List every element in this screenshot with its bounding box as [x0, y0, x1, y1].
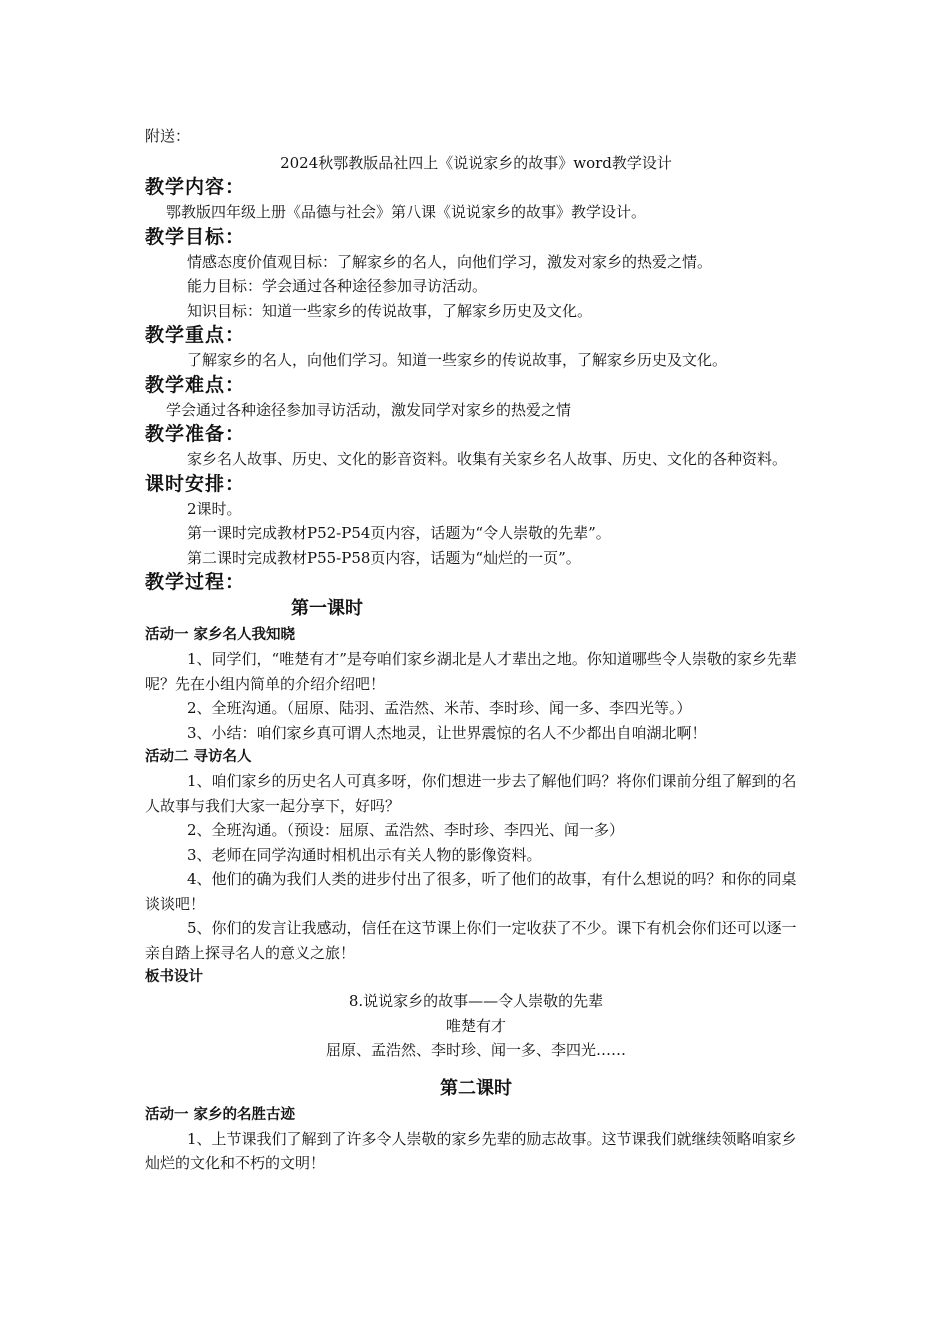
- schedule-lesson-1: 第一课时完成教材P52-P54页内容，话题为“令人崇敬的先辈”。: [187, 524, 611, 542]
- board-line-2: 唯楚有才: [445, 1016, 506, 1035]
- activity-3-step-1: 1、上节课我们了解到了许多令人崇敬的家乡先辈的励志故事。这节课我们就继续领略咱家乡灿烂的文化和不朽的文明！: [145, 1129, 797, 1172]
- heading-teaching-goals: 教学目标：: [145, 225, 246, 248]
- activity-3-title: 活动一 家乡的名胜古迹: [145, 1106, 296, 1123]
- schedule-count: 2课时。: [187, 499, 242, 518]
- activity-2-step-3: 3、老师在同学沟通时相机出示有关人物的影像资料。: [187, 845, 542, 864]
- prefix-label: 附送：: [145, 127, 191, 145]
- activity-2-step-1: 1、咱们家乡的历史名人可真多呀，你们想进一步去了解他们吗？将你们课前分组了解到的名人故事与我们大家一起分享下，好吗？: [145, 772, 797, 815]
- activity-2-step-4: 4、他们的确为我们人类的进步付出了很多，听了他们的故事，有什么想说的吗？和你的同桌谈谈吧！: [145, 870, 797, 913]
- board-design-title: 板书设计: [145, 969, 203, 985]
- teaching-content-text: 鄂教版四年级上册《品德与社会》第八课《说说家乡的故事》教学设计。: [166, 203, 647, 221]
- lesson-2-title: 第二课时: [440, 1077, 512, 1099]
- activity-2-step-2: 2、全班沟通。（预设：屈原、孟浩然、李时珍、李四光、闻一多）: [187, 821, 625, 839]
- heading-process: 教学过程：: [145, 571, 246, 593]
- heading-preparation: 教学准备：: [145, 423, 246, 445]
- document-body: [145, 124, 807, 1176]
- schedule-lesson-2: 第二课时完成教材P55-P58页内容，话题为“灿烂的一页”。: [187, 548, 581, 567]
- activity-1-step-3: 3、小结：咱们家乡真可谓人杰地灵，让世界震惊的名人不少都出自咱湖北啊！: [187, 723, 707, 742]
- activity-1-step-1: 1、同学们，“唯楚有才”是夸咱们家乡湖北是人才辈出之地。你知道哪些令人崇敬的家乡先辈呢？先在小组内简单的介绍介绍吧！: [145, 650, 797, 693]
- board-line-3: 屈原、孟浩然、李时珍、闻一多、李四光……: [325, 1041, 626, 1059]
- key-points-text: 了解家乡的名人，向他们学习。知道一些家乡的传说故事，了解家乡历史及文化。: [187, 351, 728, 369]
- document-title: 2024秋鄂教版品社四上《说说家乡的故事》word教学设计: [280, 153, 672, 172]
- preparation-text: 家乡名人故事、历史、文化的影音资料。收集有关家乡名人故事、历史、文化的各种资料。: [187, 450, 788, 468]
- heading-schedule: 课时安排：: [145, 472, 246, 495]
- board-line-1: 8.说说家乡的故事——令人崇敬的先辈: [348, 992, 604, 1010]
- goal-emotion: 情感态度价值观目标：了解家乡的名人，向他们学习，激发对家乡的热爱之情。: [187, 252, 713, 271]
- heading-difficulties: 教学难点：: [145, 373, 246, 396]
- goal-ability: 能力目标：学会通过各种途径参加寻访活动。: [187, 277, 488, 295]
- lesson-1-title: 第一课时: [291, 598, 363, 619]
- activity-2-step-5: 5、你们的发言让我感动，信任在这节课上你们一定收获了不少。课下有机会你们还可以逐一亲自踏上探寻名人的意义之旅！: [145, 919, 797, 962]
- difficulties-text: 学会通过各种途径参加寻访活动，激发同学对家乡的热爱之情: [166, 400, 572, 419]
- activity-2-title: 活动二 寻访名人: [145, 749, 252, 765]
- activity-1-title: 活动一 家乡名人我知晓: [145, 627, 296, 643]
- spacer: [145, 1063, 807, 1075]
- heading-teaching-content: 教学内容：: [145, 176, 246, 198]
- goal-knowledge: 知识目标：知道一些家乡的传说故事，了解家乡历史及文化。: [187, 301, 593, 320]
- heading-key-points: 教学重点：: [145, 324, 246, 346]
- activity-1-step-2: 2、全班沟通。（屈原、陆羽、孟浩然、米芾、李时珍、闻一多、李四光等。）: [187, 699, 692, 717]
